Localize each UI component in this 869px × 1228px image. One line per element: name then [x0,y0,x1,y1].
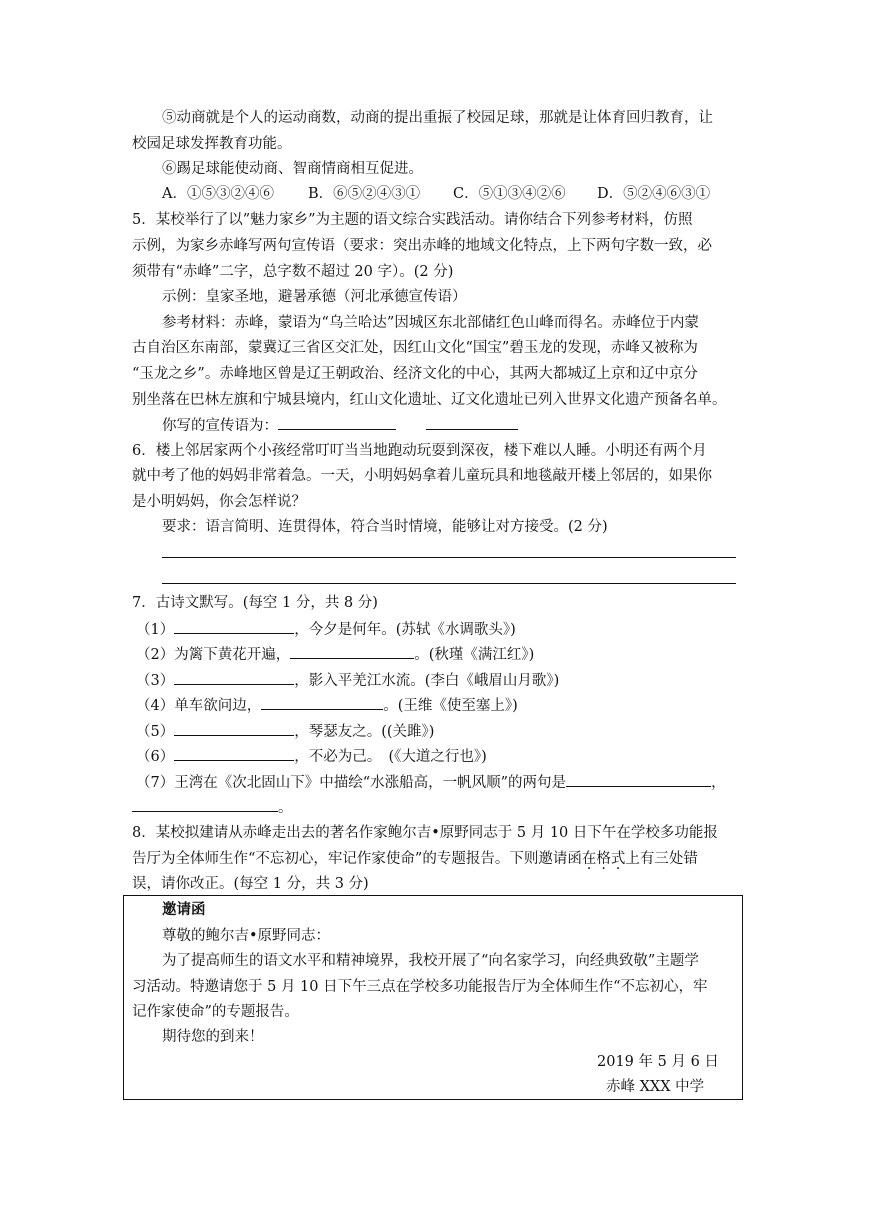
q7-item-7-cont [132,797,293,818]
q7-title: 7．古诗文默写。(每空 1 分，共 8 分) [132,595,378,611]
q5-answer-blank-1[interactable] [278,415,396,430]
q5-reference-line2: 古自治区东南部，蒙冀辽三省区交汇处，因红山文化“国宝”碧玉龙的发现，赤峰又被称为 [132,340,698,356]
q7-blank-3[interactable] [174,670,294,685]
q5-prompt-line3: 须带有“赤峰”二字，总字数不超过 20 字）。(2 分) [132,264,454,280]
q7-item-1-text: ，今夕是何年。(苏轼《水调歌头》) [294,622,516,638]
q7-blank-1[interactable] [174,619,294,634]
q6-prompt-line3: 是小明妈妈，你会怎样说？ [132,494,306,510]
q7-item-3 [136,670,559,691]
q8-prompt-line2 [132,849,698,869]
q7-blank-7[interactable] [566,772,711,787]
option-b[interactable]: B．⑥⑤②④③① [308,186,421,202]
q7-item-6-number: （6） [136,749,175,765]
emphasis-char: 在 [581,851,597,867]
q7-item-5-number: （5） [136,724,175,740]
q7-blank-6[interactable] [174,746,294,761]
q5-answer-row [162,415,518,436]
statement-5: ⑤动商就是个人的运动商数，动商的提出重振了校园足球，那就是让体育回归教育，让 [162,110,713,126]
q5-example: 示例：皇家圣地，避暑承德（河北承德宣传语） [162,289,467,305]
q7-item-7-comma: ， [711,775,726,791]
q6-prompt-line2: 就中考了他的妈妈非常着急。一天，小明妈妈拿着儿童玩具和地毯敲开楼上邻居的，如果你 [132,468,712,484]
q7-item-6-text: ，不必为己。 (《大道之行也》) [294,749,487,765]
q7-item-3-text: ，影入平羌江水流。(李白《峨眉山月歌》) [294,673,560,689]
q5-reference-line1: 参考材料：赤峰，蒙语为“乌兰哈达”因城区东北部储红色山峰而得名。赤峰位于内蒙 [162,315,699,331]
letter-signature: 赤峰 XXX 中学 [606,1079,705,1095]
letter-body-line2: 习活动。特邀请您于 5 月 10 日下午三点在学校多功能报告厅为全体师生作“不忘初心，牢 [132,979,708,995]
q7-item-4 [136,695,518,716]
q6-requirement: 要求：语言简明、连贯得体，符合当时情境，能够让对方接受。(2 分) [162,519,608,535]
q7-item-7-text: （7）王湾在《次北固山下》中描绘“水涨船高，一帆风顺”的两句是 [136,775,567,791]
letter-body-line3: 记作家使命”的专题报告。 [132,1004,299,1020]
statement-5-cont: 校园足球发挥教育功能。 [132,136,292,152]
q7-item-3-number: （3） [136,673,175,689]
q7-item-1-number: （1） [136,622,175,638]
letter-closing: 期待您的到来！ [162,1029,264,1045]
q7-item-7-end: 。 [278,800,293,816]
q7-item-5-text: ，琴瑟友之。((关雎》) [294,724,435,740]
q6-answer-line-2[interactable] [162,583,736,584]
q5-prompt-line1: 5．某校举行了以”魅力家乡”为主题的语文综合实践活动。请你结合下列参考材料，仿照 [132,212,693,228]
q7-item-2-text: （2）为篱下黄花开遍， [136,647,291,663]
letter-body-line1: 为了提高师生的语文水平和精神境界，我校开展了“向名家学习，向经典致敬”主题学 [162,953,699,969]
q7-item-2 [136,644,534,665]
q8-prompt-line2-tail: 上有三处错 [625,851,698,867]
q5-prompt-line2: 示例，为家乡赤峰写两句宣传语（要求：突出赤峰的地域文化特点，上下两句字数一致，必 [132,238,712,254]
q7-blank-2[interactable] [290,644,414,659]
option-c[interactable]: C．⑤①③④②⑥ [453,186,566,202]
q5-reference-line4: 别坐落在巴林左旗和宁城县境内，红山文化遗址、辽文化遗址已列入世界文化遗产预备名单。 [132,392,727,408]
option-a[interactable]: A．①⑤③②④⑥ [162,186,274,202]
statement-6: ⑥踢足球能使动商、智商情商相互促进。 [162,161,423,177]
q7-item-5 [136,721,434,742]
q8-prompt-line3: 误，请你改正。(每空 1 分，共 3 分) [132,876,369,892]
q7-item-7 [136,772,726,793]
q6-prompt-line1: 6．楼上邻居家两个小孩经常叮叮当当地跑动玩耍到深夜，楼下难以人睡。小明还有两个月 [132,443,707,459]
letter-title: 邀请函 [162,901,206,918]
q6-answer-line-1[interactable] [162,557,736,558]
q5-answer-blank-2[interactable] [426,415,518,430]
q7-item-2-source: 。(秋瑾《满江红》) [414,647,535,663]
q7-item-4-text: （4）单车欲问边， [136,698,262,714]
letter-salutation: 尊敬的鲍尔吉•原野同志： [162,928,331,944]
q7-item-4-source: 。(王维《使至塞上》) [383,698,518,714]
q5-reference-line3: “玉龙之乡”。赤峰地区曾是辽王朝政治、经济文化的中心，其两大都城辽上京和辽中京分 [132,366,698,382]
q7-item-1 [136,619,516,640]
q7-item-6 [136,746,487,767]
emphasis-char: 格 [596,851,611,867]
q7-blank-8[interactable] [132,797,278,812]
q7-blank-4[interactable] [261,695,383,710]
q7-blank-5[interactable] [174,721,294,736]
q5-answer-label: 你写的宣传语为： [162,418,278,434]
q8-prompt-line1: 8．某校拟建请从赤峰走出去的著名作家鲍尔吉•原野同志于 5 月 10 日下午在学校多功能报 [132,825,718,841]
option-d[interactable]: D．⑤②④⑥③① [597,186,711,202]
emphasis-char: 式 [610,851,626,867]
letter-date: 2019 年 5 月 6 日 [597,1054,719,1070]
q8-prompt-line2-text: 告厅为全体师生作“不忘初心，牢记作家使命”的专题报告。下则邀请函 [132,851,582,867]
